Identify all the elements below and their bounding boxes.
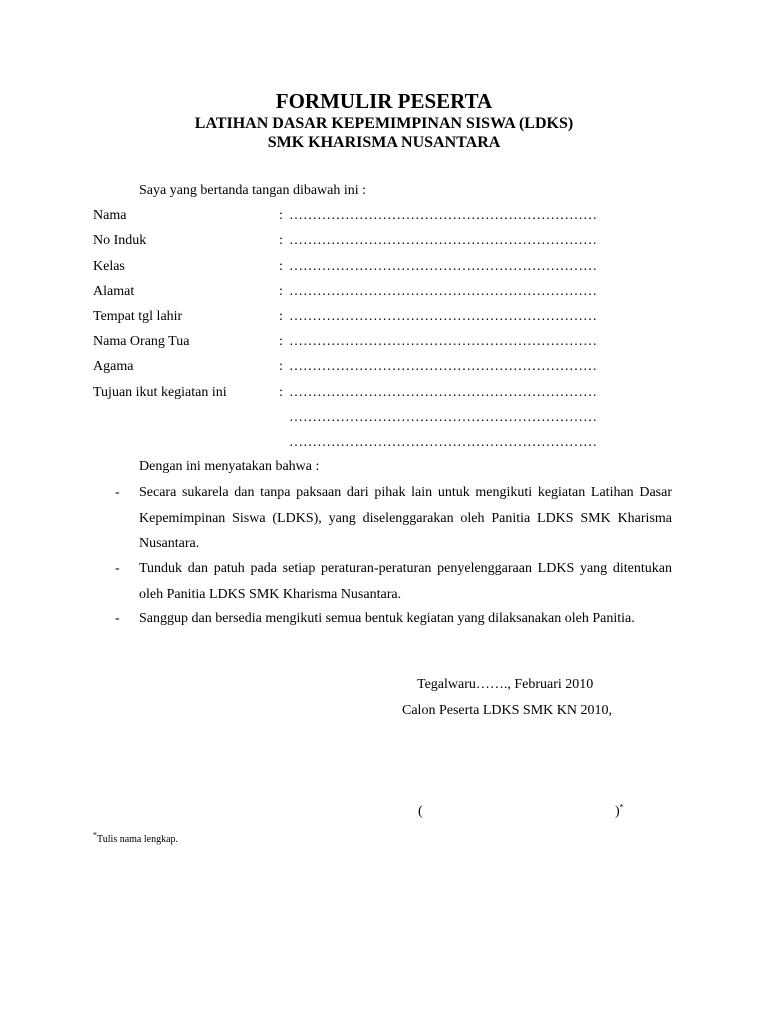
bullet-marker: - (115, 561, 120, 576)
field-label: No Induk (93, 233, 147, 248)
field-colon: : (279, 385, 283, 400)
field-kelas (93, 258, 653, 278)
paren-close-char: ) (615, 804, 620, 819)
signature-paren-open: ( (418, 804, 423, 819)
form-subtitle-program: LATIHAN DASAR KEPEMIMPINAN SISWA (LDKS) (194, 115, 574, 132)
signature-role: Calon Peserta LDKS SMK KN 2010, (402, 703, 612, 718)
field-agama (93, 358, 653, 378)
field-colon: : (279, 284, 283, 299)
field-colon: : (279, 208, 283, 223)
field-blank-line[interactable]: ………………………………………………………… (289, 259, 597, 274)
field-blank-line[interactable]: ………………………………………………………… (289, 385, 597, 400)
footnote-text: Tulis nama lengkap. (97, 834, 179, 845)
signature-paren-close (615, 803, 624, 821)
field-blank-line[interactable]: ………………………………………………………… (289, 233, 597, 248)
field-label: Nama Orang Tua (93, 334, 190, 349)
form-subtitle-school: SMK KHARISMA NUSANTARA (267, 134, 501, 151)
field-blank-line[interactable]: ………………………………………………………… (289, 359, 597, 374)
field-colon: : (279, 359, 283, 374)
bullet-item: Tunduk dan patuh pada setiap peraturan-peraturan penyelenggaraan LDKS yang ditentukan oleh Panitia LDKS SMK Kharisma Nusantara. (139, 561, 672, 602)
bullet-item: Sanggup dan bersedia mengikuti semua bentuk kegiatan yang dilaksanakan oleh Panitia. (139, 611, 635, 626)
field-label: Tujuan ikut kegiatan ini (93, 385, 227, 400)
field-tujuan-line-2[interactable]: ………………………………………………………… (289, 410, 597, 425)
field-colon: : (279, 233, 283, 248)
field-colon: : (279, 259, 283, 274)
bullet-marker: - (115, 485, 120, 500)
footnote-reference-mark: * (619, 802, 624, 812)
field-label: Tempat tgl lahir (93, 309, 183, 324)
field-alamat (93, 283, 653, 303)
bullet-marker: - (115, 611, 120, 626)
field-colon: : (279, 334, 283, 349)
field-blank-line[interactable]: ………………………………………………………… (289, 309, 597, 324)
signature-place-date: Tegalwaru……., Februari 2010 (417, 677, 594, 692)
footnote (93, 830, 179, 847)
field-label: Alamat (93, 284, 135, 299)
field-blank-line[interactable]: ………………………………………………………… (289, 284, 597, 299)
field-nama (93, 207, 653, 227)
field-label: Kelas (93, 259, 125, 274)
field-blank-line[interactable]: ………………………………………………………… (289, 208, 597, 223)
field-tujuan (93, 384, 653, 404)
field-blank-line[interactable]: ………………………………………………………… (289, 334, 597, 349)
intro-text: Saya yang bertanda tangan dibawah ini : (139, 183, 367, 198)
field-no-induk (93, 232, 653, 252)
field-tujuan-line-3[interactable]: ………………………………………………………… (289, 435, 597, 450)
field-tempat-tgl-lahir (93, 308, 653, 328)
field-nama-orang-tua (93, 333, 653, 353)
field-label: Nama (93, 208, 127, 223)
bullet-item: Secara sukarela dan tanpa paksaan dari pihak lain untuk mengikuti kegiatan Latihan Dasar Kepemimpinan Siswa (LDKS), yang diselenggarakan oleh Panitia LDKS SMK Kharisma Nusantara. (139, 485, 672, 551)
form-title: FORMULIR PESERTA (275, 89, 493, 113)
field-colon: : (279, 309, 283, 324)
statement-intro: Dengan ini menyatakan bahwa : (139, 459, 320, 474)
field-label: Agama (93, 359, 134, 374)
footnote-mark: * (93, 830, 97, 840)
